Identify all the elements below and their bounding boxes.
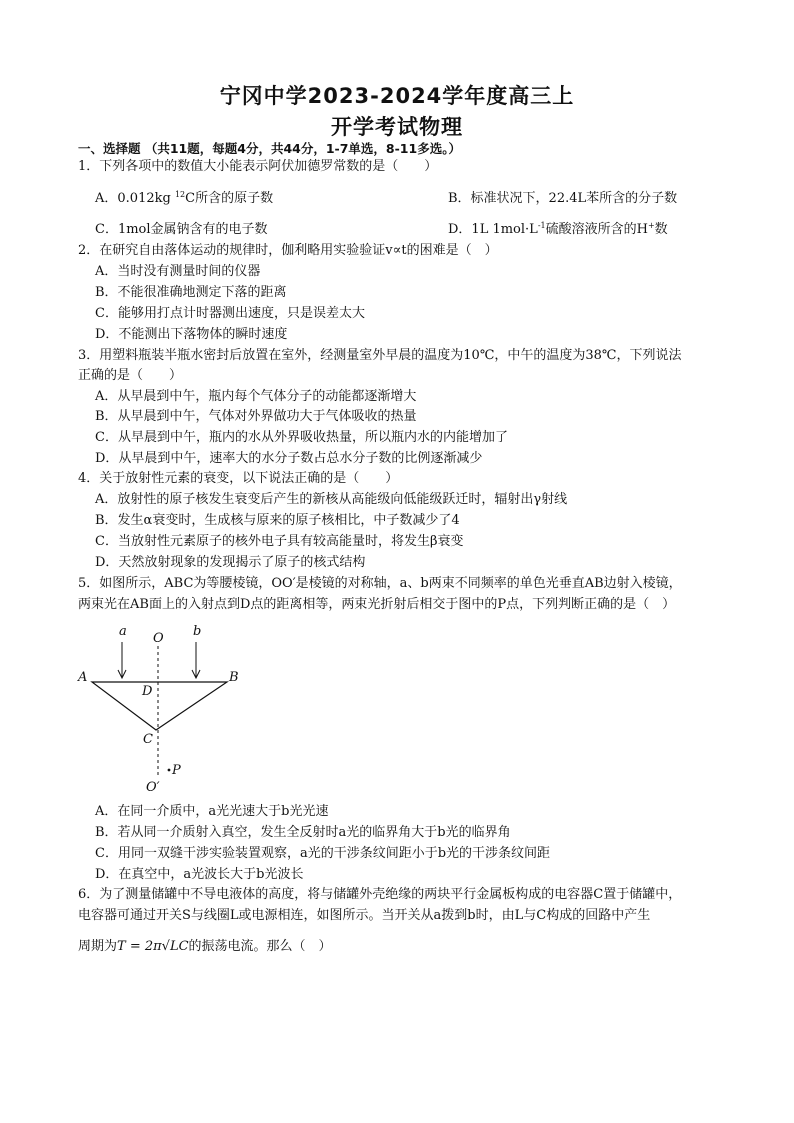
q6-stem-line2: 电容器可通过开关S与线圈L或电源相连，如图所示。当开关从a拨到b时，由L与C构成的回路中产生 (78, 908, 651, 923)
q5-stem-line2: 两束光在AB面上的入射点到D点的距离相等，两束光折射后相交于图中的P点，下列判断正确的是（ ） (78, 597, 676, 612)
q5-option-c: C．用同一双缝干涉实验装置观察，a光的干涉条纹间距小于b光的干涉条纹间距 (95, 846, 551, 861)
label-p: P (172, 763, 181, 778)
q1-option-c: C．1mol金属钠含有的电子数 D．1L $1mol\cdot L^{-1}$硫酸溶液所含的H+数 (95, 221, 668, 237)
q5-option-d: D．在真空中，a光波长大于b光波长 (95, 867, 304, 882)
prism-diagram (72, 620, 262, 805)
label-a: a (119, 624, 127, 639)
q3-option-d: D．从早晨到中午，速率大的水分子数占总水分子数的比例逐渐减少 (95, 451, 483, 466)
prism-triangle (92, 682, 227, 730)
q4-stem: 4．关于放射性元素的衰变，以下说法正确的是（ ） (78, 471, 399, 486)
q3-option-a: A．从早晨到中午，瓶内每个气体分子的动能都逐渐增大 (95, 389, 417, 404)
q2-option-c: C．能够用打点计时器测出速度，只是误差太大 (95, 306, 365, 321)
q4-option-b: B．发生α衰变时，生成核与原来的原子核相比，中子数减少了4 (95, 513, 460, 528)
label-vertex-b: B (229, 670, 239, 685)
q4-option-a: A．放射性的原子核发生衰变后产生的新核从高能级向低能级跃迁时，辐射出γ射线 (95, 492, 568, 507)
q6-stem-line3: 周期为T = 2π√LC的振荡电流。那么（ ） (78, 939, 332, 954)
label-b: b (193, 624, 202, 639)
point-p (168, 769, 171, 772)
q3-stem-line2: 正确的是（ ） (78, 368, 183, 383)
q1-stem: 1．下列各项中的数值大小能表示阿伏加德罗常数的是（ ） (78, 159, 438, 174)
exam-title: 宁冈中学2023-2024学年度高三上 (219, 84, 575, 108)
q2-option-a: A．当时没有测量时间的仪器 (95, 264, 261, 279)
q6-stem-line1: 6．为了测量储罐中不导电液体的高度，将与储罐外壳绝缘的两块平行金属板构成的电容器C置于储罐中， (78, 887, 682, 902)
section-heading: 一、选择题 （共11题，每题4分，共44分，1-7单选，8-11多选。） (78, 141, 461, 156)
q1-option-b: B．标准状况下，22.4L苯所含的分子数 (448, 191, 678, 206)
q3-option-c: C．从早晨到中午，瓶内的水从外界吸收热量，所以瓶内水的内能增加了 (95, 430, 508, 445)
label-o: O (153, 631, 164, 646)
q2-stem: 2．在研究自由落体运动的规律时，伽利略用实验验证v∝t的困难是（ ） (78, 243, 498, 258)
q5-option-a: A．在同一介质中，a光光速大于b光光速 (95, 804, 329, 819)
q3-option-b: B．从早晨到中午，气体对外界做功大于气体吸收的热量 (95, 409, 417, 424)
q2-option-d: D．不能测出下落物体的瞬时速度 (95, 327, 288, 342)
label-d: D (142, 684, 153, 699)
q2-option-b: B．不能很准确地测定下落的距离 (95, 285, 287, 300)
exam-subtitle: 开学考试物理 (331, 115, 463, 139)
q1-option-d: D．1L $1mol\cdot L^{-1}$硫酸溶液所含的H+数 (448, 221, 668, 237)
period-formula: T = 2π√LC (117, 939, 189, 954)
q4-option-c: C．当放射性元素原子的核外电子具有较高能量时，将发生β衰变 (95, 534, 464, 549)
label-vertex-a: A (78, 670, 88, 685)
q3-stem-line1: 3．用塑料瓶装半瓶水密封后放置在室外，经测量室外早晨的温度为10℃，中午的温度为38℃，下列说法 (78, 348, 682, 363)
q5-stem-line1: 5．如图所示，ABC为等腰棱镜，OO′是棱镜的对称轴，a、b两束不同频率的单色光垂直AB边射入棱镜， (78, 576, 682, 591)
label-o-prime: O′ (146, 780, 160, 795)
q4-option-d: D．天然放射现象的发现揭示了原子的核式结构 (95, 555, 366, 570)
label-vertex-c: C (143, 732, 153, 747)
q1-option-a: A．0.012kg $^{12}$C所含的原子数 B．标准状况下，22.4L苯所含的分子数 (95, 190, 678, 206)
q5-option-b: B．若从同一介质射入真空，发生全反射时a光的临界角大于b光的临界角 (95, 825, 511, 840)
